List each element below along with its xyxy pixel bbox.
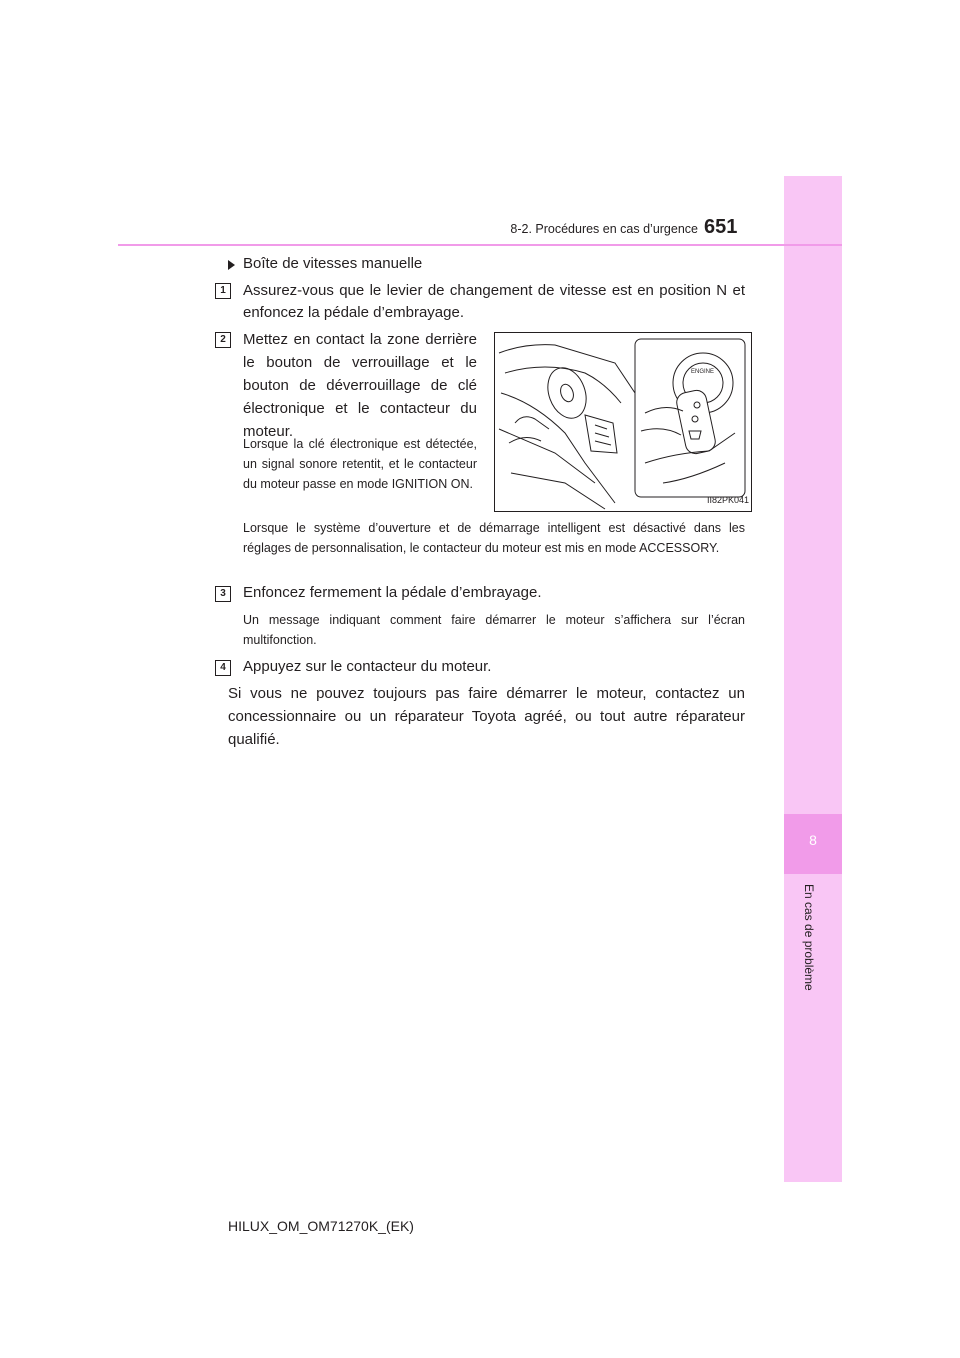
step-4-text: Appuyez sur le contacteur du moteur. — [243, 658, 492, 675]
step-number-3: 3 — [215, 586, 231, 602]
step-2-note-1: Lorsque la clé électronique est détectée, un signal sonore retentit, et le contacteur du moteur passe en mode IGNITION ON. — [243, 437, 477, 491]
illustration-code: II82PK041 — [707, 495, 750, 505]
chapter-title: En cas de problème — [802, 884, 816, 991]
step-3-text: Enfoncez fermement la pédale d’embrayage. — [243, 584, 542, 601]
chapter-sidebar — [784, 176, 842, 1182]
header-rule — [118, 244, 842, 246]
illustration — [494, 332, 752, 512]
engine-button-label: ENGINE — [691, 369, 715, 375]
step-2-text: Mettez en contact la zone derrière le bouton de verrouillage et le bouton de déverrouillage de clé électronique et le contacteur du moteur. — [243, 331, 477, 440]
footer-code: HILUX_OM_OM71270K_(EK) — [228, 1218, 414, 1234]
bullet-triangle-icon — [228, 260, 235, 270]
step-number-1: 1 — [215, 283, 231, 299]
step-number-2: 2 — [215, 332, 231, 348]
engine-start-illustration — [495, 333, 751, 511]
step-3-note: Un message indiquant comment faire démarrer le moteur s’affichera sur l’écran multifonction. — [243, 613, 745, 647]
step-2-note-2: Lorsque le système d’ouverture et de démarrage intelligent est désactivé dans les réglages de personnalisation, le contacteur du moteur est mis en mode ACCESSORY. — [243, 521, 745, 555]
step-number-4: 4 — [215, 660, 231, 676]
page-number: 651 — [704, 216, 738, 238]
chapter-number: 8 — [809, 832, 817, 848]
closing-paragraph: Si vous ne pouvez toujours pas faire démarrer le moteur, contactez un concessionnaire ou un réparateur Toyota agréé, ou tout autre réparateur qualifié. — [228, 685, 745, 748]
section-title: 8-2. Procédures en cas d’urgence — [510, 222, 698, 236]
subsection-heading: Boîte de vitesses manuelle — [243, 255, 423, 272]
step-1-text: Assurez-vous que le levier de changement de vitesse est en position N et enfoncez la pédale d’embrayage. — [243, 282, 745, 321]
